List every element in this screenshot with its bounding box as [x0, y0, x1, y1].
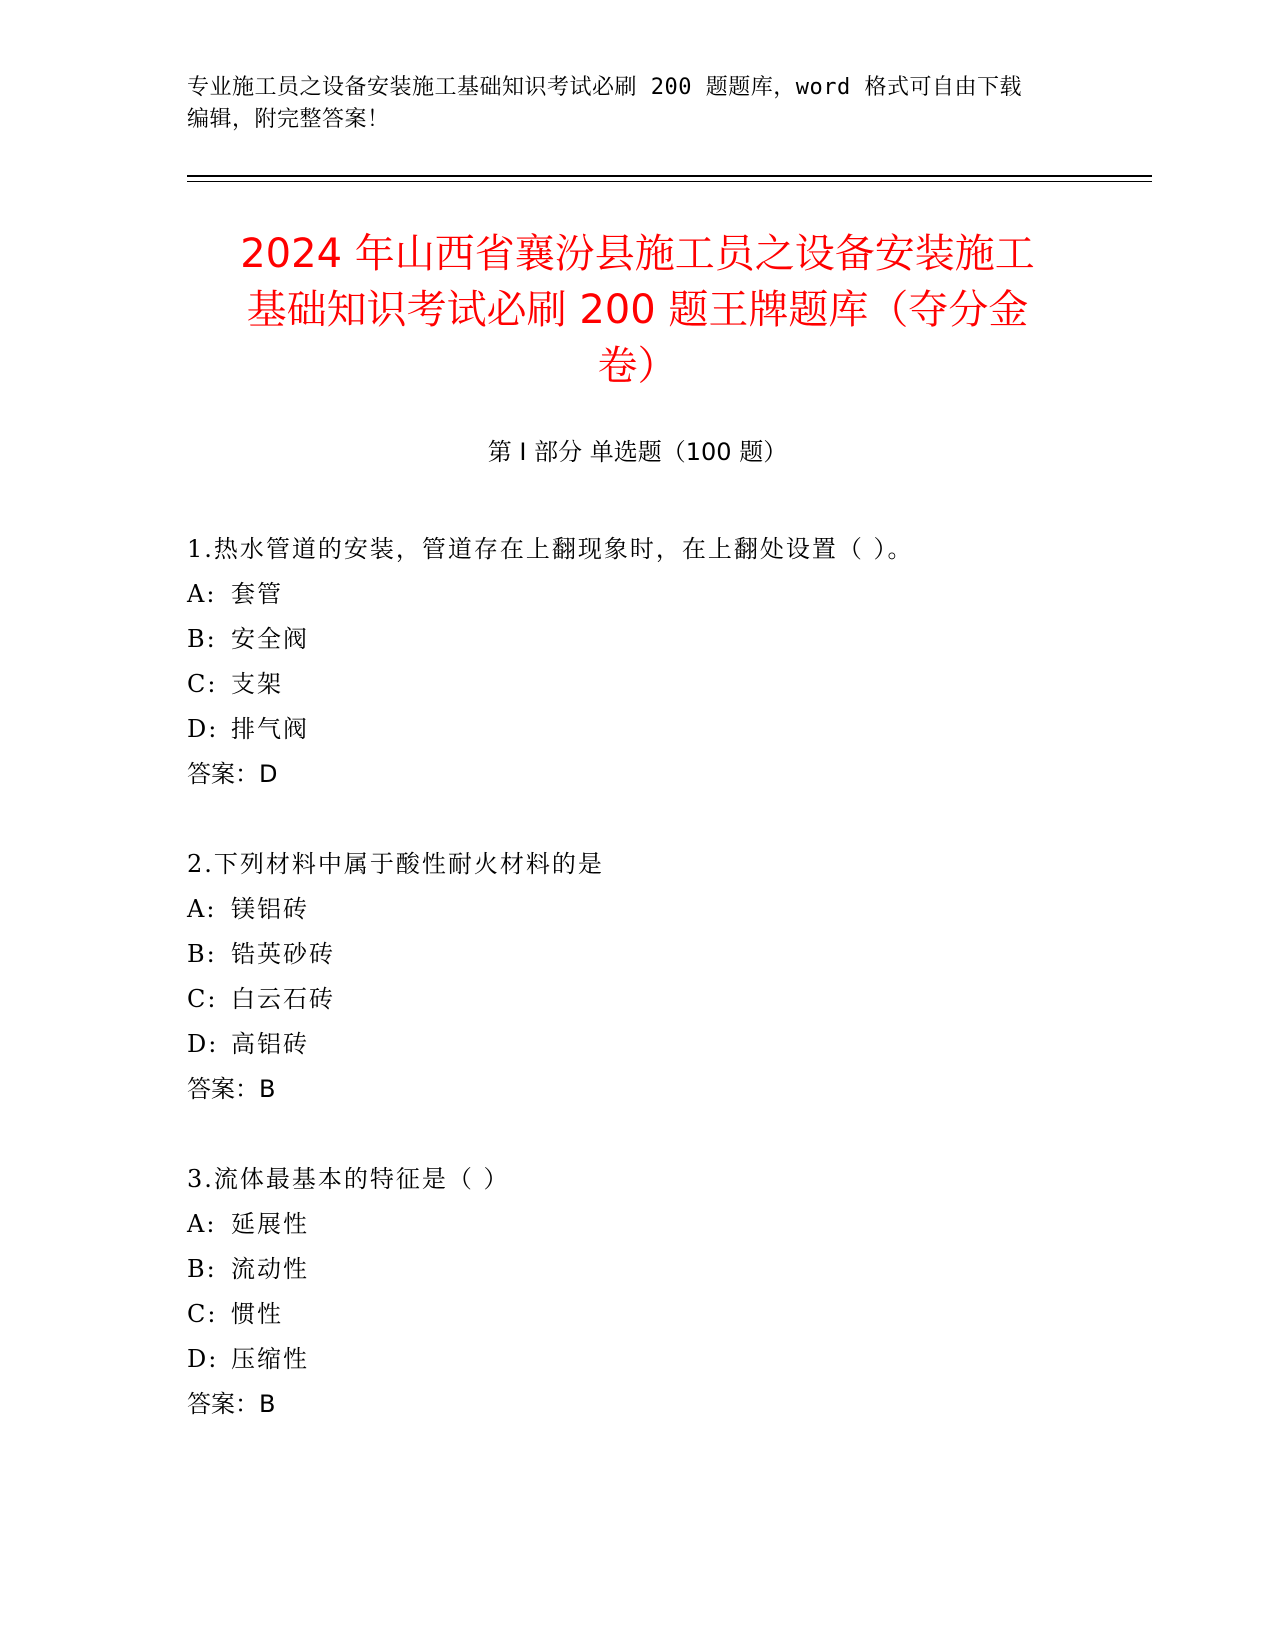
option-letter: C:: [187, 985, 218, 1013]
option-letter: C:: [187, 1300, 218, 1328]
option-text: 支架: [231, 670, 283, 698]
option-a: [187, 887, 1137, 932]
answer-line: 答案：D: [187, 760, 278, 788]
header-divider-thick: [187, 175, 1152, 177]
question-3: [187, 1157, 1137, 1427]
option-letter: D:: [187, 715, 219, 743]
question-1: [187, 527, 1137, 842]
question-stem: 2.下列材料中属于酸性耐火材料的是: [187, 850, 604, 878]
option-text: 排气阀: [231, 715, 309, 743]
option-text: 镁铝砖: [231, 895, 309, 923]
option-letter: D:: [187, 1030, 219, 1058]
answer-line: 答案：B: [187, 1390, 276, 1418]
option-a: [187, 1202, 1137, 1247]
option-letter: A:: [187, 895, 217, 923]
option-d: [187, 707, 1137, 752]
option-text: 锆英砂砖: [231, 940, 335, 968]
question-stem: 3.流体最基本的特征是（ ）: [187, 1165, 510, 1193]
question-stem: 1.热水管道的安装，管道存在上翻现象时，在上翻处设置（ ）。: [187, 535, 914, 563]
option-b: [187, 932, 1137, 977]
option-letter: B:: [187, 940, 217, 968]
option-letter: D:: [187, 1345, 219, 1373]
document-title-line-3: 卷）: [597, 343, 678, 389]
option-letter: A:: [187, 580, 217, 608]
option-text: 白云石砖: [231, 985, 335, 1013]
option-b: [187, 1247, 1137, 1292]
option-d: [187, 1337, 1137, 1382]
header-note-line-1: 专业施工员之设备安装施工基础知识考试必刷 200 题题库，word 格式可自由下载: [187, 75, 1022, 100]
option-c: [187, 1292, 1137, 1337]
header-divider-thin: [187, 181, 1152, 182]
document-title: [170, 226, 1105, 394]
option-letter: A:: [187, 1210, 217, 1238]
question-2: [187, 842, 1137, 1157]
section-heading: 第 I 部分 单选题（100 题）: [487, 438, 788, 466]
option-c: [187, 662, 1137, 707]
option-b: [187, 617, 1137, 662]
answer-line: 答案：B: [187, 1075, 276, 1103]
option-text: 套管: [231, 580, 283, 608]
option-text: 高铝砖: [231, 1030, 309, 1058]
option-letter: B:: [187, 625, 217, 653]
header-note: [187, 72, 1087, 136]
option-letter: B:: [187, 1255, 217, 1283]
option-text: 惯性: [231, 1300, 283, 1328]
option-d: [187, 1022, 1137, 1067]
header-note-line-2: 编辑，附完整答案！: [187, 107, 390, 132]
option-text: 安全阀: [231, 625, 309, 653]
option-a: [187, 572, 1137, 617]
option-c: [187, 977, 1137, 1022]
question-list: [187, 527, 1137, 1427]
option-text: 流动性: [231, 1255, 309, 1283]
document-title-line-2: 基础知识考试必刷 200 题王牌题库（夺分金: [246, 287, 1029, 333]
option-letter: C:: [187, 670, 218, 698]
option-text: 压缩性: [231, 1345, 309, 1373]
document-title-line-1: 2024 年山西省襄汾县施工员之设备安装施工: [240, 231, 1035, 277]
option-text: 延展性: [231, 1210, 309, 1238]
